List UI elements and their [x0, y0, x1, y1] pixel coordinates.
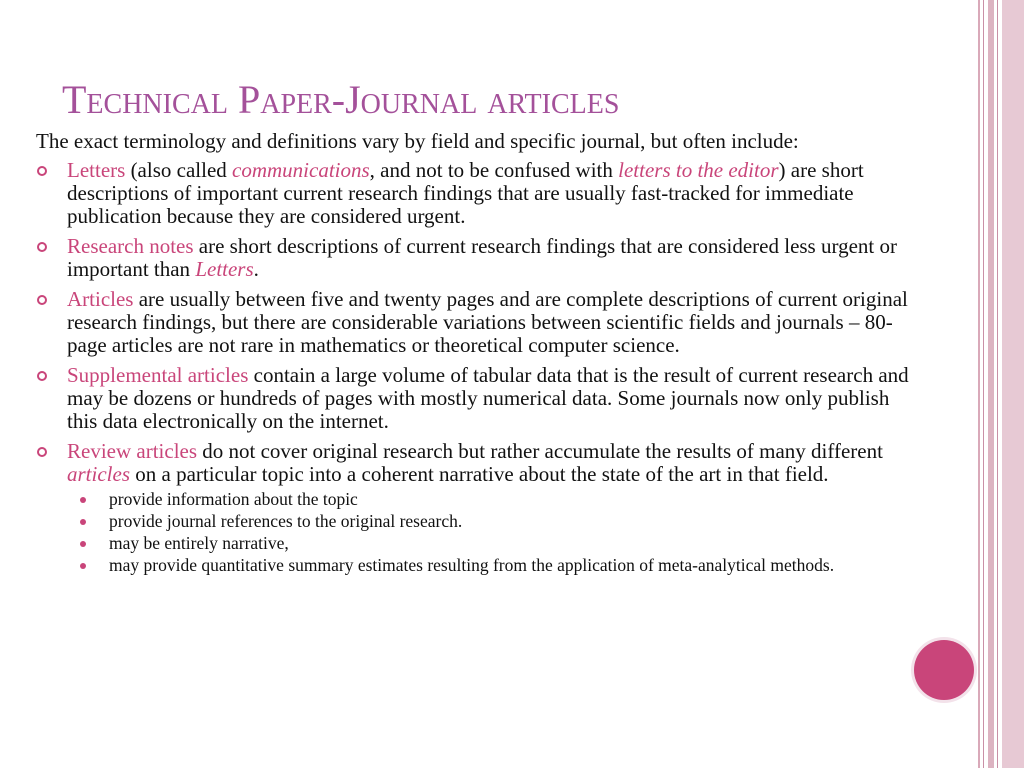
bullet-supplemental-articles: [36, 364, 912, 433]
sub-bullet-text: may be entirely narrative,: [109, 533, 289, 553]
item-text: contain a large volume of tabular data that is the result of current research and may be dozens or hundreds of pages with mostly numerical data. Some journals now only publish this data electronically on the internet.: [67, 363, 909, 433]
stripe: [988, 0, 994, 768]
item-text: are short descriptions of current research findings that are considered less urgent or important than: [67, 234, 897, 281]
sub-bullet-list: [67, 490, 912, 575]
sub-bullet: [67, 534, 912, 553]
item-text: , and not to be confused with: [369, 158, 619, 182]
bullet-ring-icon: [37, 295, 47, 305]
term-letters-to-the-editor: letters to the editor: [618, 158, 779, 182]
sub-bullet-text: provide journal references to the original research.: [109, 511, 463, 531]
bullet-letters: [36, 159, 912, 228]
bullet-ring-icon: [37, 371, 47, 381]
bullet-dot-icon: [80, 541, 86, 547]
stripe: [1002, 0, 1024, 768]
term-letters-italic: Letters: [195, 257, 254, 281]
item-text: ) are short descriptions of important current research findings that are usually fast-tracked for immediate publication because they are considered urgent.: [67, 158, 864, 228]
bullet-articles: [36, 288, 912, 357]
item-text: .: [253, 257, 259, 281]
stripe: [978, 0, 980, 768]
item-text: (also called: [125, 158, 233, 182]
bullet-research-notes: [36, 235, 912, 281]
stripe: [983, 0, 984, 768]
slide-title: Technical Paper-Journal articles: [62, 77, 620, 122]
bullet-ring-icon: [37, 242, 47, 252]
bullet-ring-icon: [37, 447, 47, 457]
sub-bullet: [67, 512, 912, 531]
term-review-articles: Review articles: [67, 439, 198, 463]
bullet-list: [36, 159, 912, 575]
term-communications: communications: [232, 158, 370, 182]
term-articles-italic: articles: [67, 462, 130, 486]
stripe: [997, 0, 998, 768]
sub-bullet-text: may provide quantitative summary estimates resulting from the application of meta-analytical methods.: [109, 555, 835, 575]
bullet-ring-icon: [37, 166, 47, 176]
intro-text: The exact terminology and definitions vary by field and specific journal, but often include:: [36, 129, 799, 153]
term-letters: Letters: [67, 158, 126, 182]
sub-bullet: [67, 490, 912, 509]
term-articles: Articles: [67, 287, 134, 311]
term-research-notes: Research notes: [67, 234, 194, 258]
item-text: on a particular topic into a coherent narrative about the state of the art in that field.: [130, 462, 829, 486]
bullet-review-articles: [36, 440, 912, 575]
term-supplemental-articles: Supplemental articles: [67, 363, 249, 387]
decorative-circle: [914, 640, 974, 700]
sub-bullet: [67, 556, 912, 575]
item-text: do not cover original research but rather accumulate the results of many different: [197, 439, 883, 463]
bullet-dot-icon: [80, 497, 86, 503]
slide-body: [36, 130, 912, 582]
sub-bullet-text: provide information about the topic: [109, 489, 358, 509]
bullet-dot-icon: [80, 519, 86, 525]
decorative-stripes: [976, 0, 1024, 768]
item-text: are usually between five and twenty pages and are complete descriptions of current original research findings, but there are considerable variations between scientific fields and journals – 80-page articles are not rare in mathematics or theoretical computer science.: [67, 287, 908, 357]
bullet-dot-icon: [80, 563, 86, 569]
